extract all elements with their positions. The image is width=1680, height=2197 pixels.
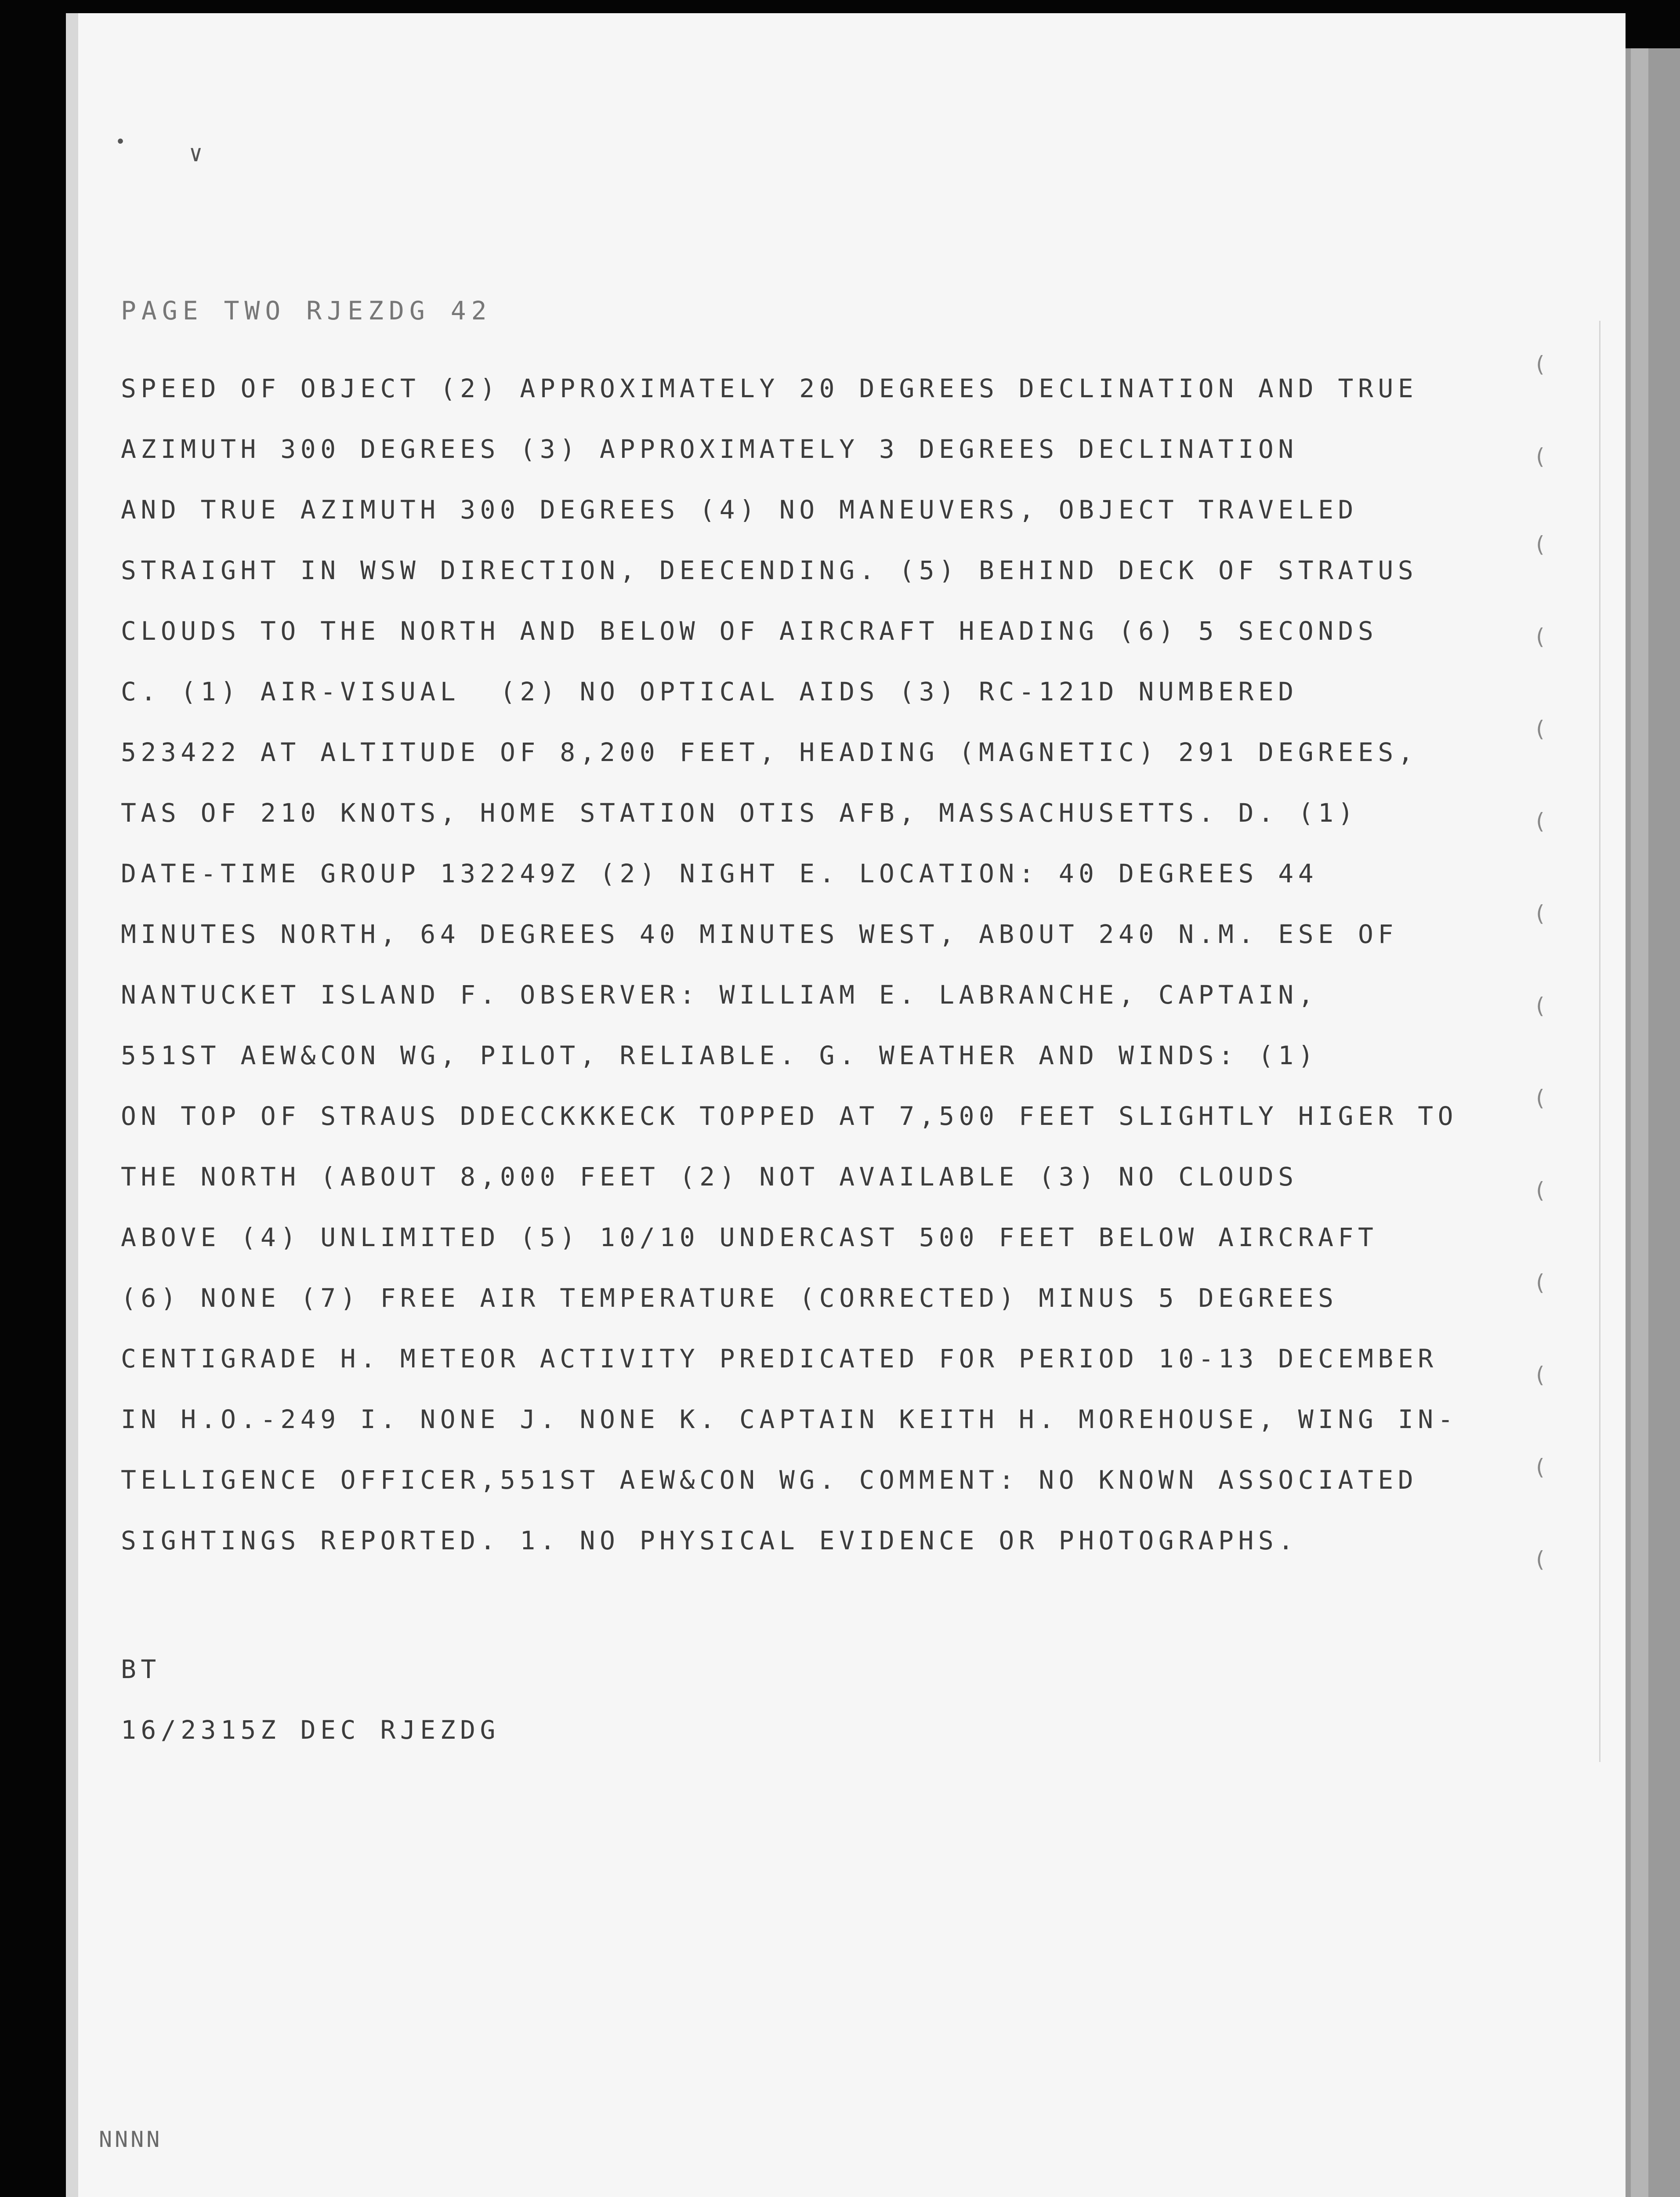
body-line: SIGHTINGS REPORTED. 1. NO PHYSICAL EVIDENCE OR PHOTOGRAPHS. <box>121 1526 1298 1555</box>
body-line: AND TRUE AZIMUTH 300 DEGREES (4) NO MANEUVERS, OBJECT TRAVELED <box>121 495 1358 525</box>
date-time-group: 16/2315Z DEC RJEZDG <box>121 1715 500 1745</box>
body-line: 551ST AEW&CON WG, PILOT, RELIABLE. G. WEATHER AND WINDS: (1) <box>121 1040 1318 1070</box>
message-body <box>121 358 1571 1571</box>
body-line: AZIMUTH 300 DEGREES (3) APPROXIMATELY 3 DEGREES DECLINATION <box>121 434 1298 464</box>
body-line: SPEED OF OBJECT (2) APPROXIMATELY 20 DEGREES DECLINATION AND TRUE <box>121 373 1418 403</box>
margin-tick: ( <box>1533 624 1547 649</box>
page-header-cutoff <box>121 291 492 306</box>
break-marker: BT <box>121 1654 161 1684</box>
body-line: CENTIGRADE H. METEOR ACTIVITY PREDICATED FOR PERIOD 10-13 DECEMBER <box>121 1344 1438 1374</box>
margin-tick: ( <box>1533 808 1547 834</box>
margin-tick: ( <box>1533 1270 1547 1295</box>
stray-mark-tick: ∨ <box>189 141 203 167</box>
body-line: THE NORTH (ABOUT 8,000 FEET (2) NOT AVAILABLE (3) NO CLOUDS <box>121 1162 1298 1192</box>
body-line: (6) NONE (7) FREE AIR TEMPERATURE (CORRECTED) MINUS 5 DEGREES <box>121 1283 1338 1313</box>
margin-tick: ( <box>1533 1362 1547 1388</box>
body-line: 523422 AT ALTITUDE OF 8,200 FEET, HEADING (MAGNETIC) 291 DEGREES, <box>121 737 1418 767</box>
margin-tick: ( <box>1533 1178 1547 1203</box>
body-line: ABOVE (4) UNLIMITED (5) 10/10 UNDERCAST 500 FEET BELOW AIRCRAFT <box>121 1222 1378 1252</box>
body-line: TELLIGENCE OFFICER,551ST AEW&CON WG. COMMENT: NO KNOWN ASSOCIATED <box>121 1465 1418 1495</box>
margin-tick: ( <box>1533 1547 1547 1572</box>
body-line: IN H.O.-249 I. NONE J. NONE K. CAPTAIN KEITH H. MOREHOUSE, WING IN- <box>121 1404 1458 1434</box>
stray-mark-dot: • <box>115 132 126 152</box>
body-line: STRAIGHT IN WSW DIRECTION, DEECENDING. (5) BEHIND DECK OF STRATUS <box>121 555 1418 585</box>
margin-tick: ( <box>1533 532 1547 557</box>
body-line: C. (1) AIR-VISUAL (2) NO OPTICAL AIDS (3) RC-121D NUMBERED <box>121 677 1298 707</box>
perforation-line <box>1599 321 1600 1762</box>
body-line: DATE-TIME GROUP 132249Z (2) NIGHT E. LOCATION: 40 DEGREES 44 <box>121 859 1318 888</box>
body-line: MINUTES NORTH, 64 DEGREES 40 MINUTES WEST, ABOUT 240 N.M. ESE OF <box>121 919 1398 949</box>
body-line: CLOUDS TO THE NORTH AND BELOW OF AIRCRAFT HEADING (6) 5 SECONDS <box>121 616 1378 646</box>
margin-tick: ( <box>1533 1085 1547 1111</box>
body-line: NANTUCKET ISLAND F. OBSERVER: WILLIAM E. LABRANCHE, CAPTAIN, <box>121 980 1318 1010</box>
body-line: TAS OF 210 KNOTS, HOME STATION OTIS AFB, MASSACHUSETTS. D. (1) <box>121 798 1358 828</box>
margin-tick: ( <box>1533 1454 1547 1480</box>
margin-tick: ( <box>1533 716 1547 742</box>
message-signoff <box>121 1639 500 1760</box>
body-line: ON TOP OF STRAUS DDECCKKKECK TOPPED AT 7,500 FEET SLIGHTLY HIGER TO <box>121 1101 1458 1131</box>
margin-tick: ( <box>1533 444 1547 469</box>
end-of-message-marker: NNNN <box>99 2127 163 2152</box>
margin-tick: ( <box>1533 993 1547 1019</box>
margin-tick: ( <box>1533 352 1547 377</box>
margin-tick: ( <box>1533 901 1547 926</box>
page-edge-shadow <box>66 13 78 2197</box>
page-edge-strip-highlight <box>1631 48 1648 2197</box>
